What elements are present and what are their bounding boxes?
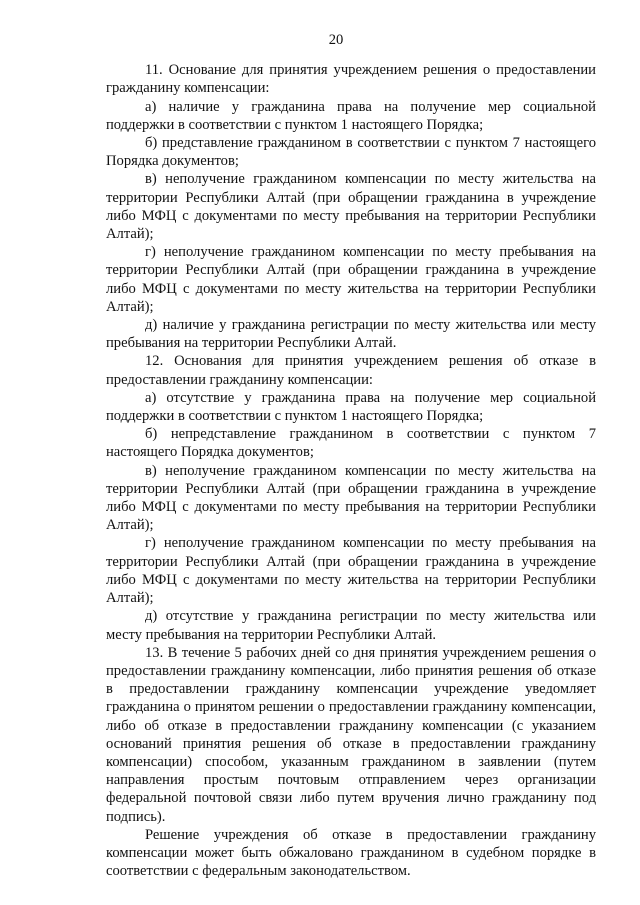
paragraph-12-b: б) непредставление гражданином в соответствии с пунктом 7 настоящего Порядка документов; [106,426,596,461]
paragraph-appeal: Решение учреждения об отказе в предоставлении гражданину компенсации может быть обжаловано гражданином в судебном порядке в соответствии с федеральным законодательством. [106,826,596,880]
paragraph-11-a: а) наличие у гражданина права на получение мер социальной поддержки в соответствии с пунктом 1 настоящего Порядка; [106,98,596,133]
paragraph-12-v: в) неполучение гражданином компенсации по месту жительства на территории Республики Алтай (при обращении гражданина в учреждение либо МФЦ с документами по месту пребывания на территории Республики Алтай); [106,462,596,534]
paragraph-13: 13. В течение 5 рабочих дней со дня принятия учреждением решения о предоставлении гражданину компенсации, либо принятия решения об отказе в предоставлении гражданину компенсации учреждение уведомляет гражданина о принятом решении о предоставлении гражданину компенсации, либо об отказе в предоставлении гражданину компенсации (с указанием оснований принятия решения об отказе в предоставлении гражданину компенсации) способом, указанным гражданином в заявлении (путем направления простым почтовым отправлением через организации федеральной почтовой связи либо путем вручения лично гражданину под подпись). [106,644,596,825]
paragraph-11-d: д) наличие у гражданина регистрации по месту жительства или месту пребывания на территории Республики Алтай. [106,317,596,352]
paragraph-11-g: г) неполучение гражданином компенсации по месту пребывания на территории Республики Алтай (при обращении гражданина в учреждение либо МФЦ с документами по месту жительства на территории Республики Алтай); [106,244,596,315]
paragraph-11-v: в) неполучение гражданином компенсации по месту жительства на территории Республики Алтай (при обращении гражданина в учреждение либо МФЦ с документами по месту пребывания на территории Республики Алтай); [106,171,596,243]
paragraph-11: 11. Основание для принятия учреждением решения о предоставлении гражданину компенсации: [106,62,596,97]
paragraph-12-a: а) отсутствие у гражданина права на получение мер социальной поддержки в соответствии с пунктом 1 настоящего Порядка; [106,389,596,425]
paragraph-12: 12. Основания для принятия учреждением решения об отказе в предоставлении гражданину компенсации: [106,353,596,388]
page-number: 20 [328,32,344,48]
paragraph-11-b: б) представление гражданином в соответствии с пунктом 7 настоящего Порядка документов; [106,135,596,170]
paragraph-12-d: д) отсутствие у гражданина регистрации по месту жительства или месту пребывания на территории Республики Алтай. [106,608,596,643]
paragraph-12-g: г) неполучение гражданином компенсации по месту пребывания на территории Республики Алтай (при обращении гражданина в учреждение либо МФЦ с документами по месту жительства на территории Республики Алтай); [106,535,596,607]
